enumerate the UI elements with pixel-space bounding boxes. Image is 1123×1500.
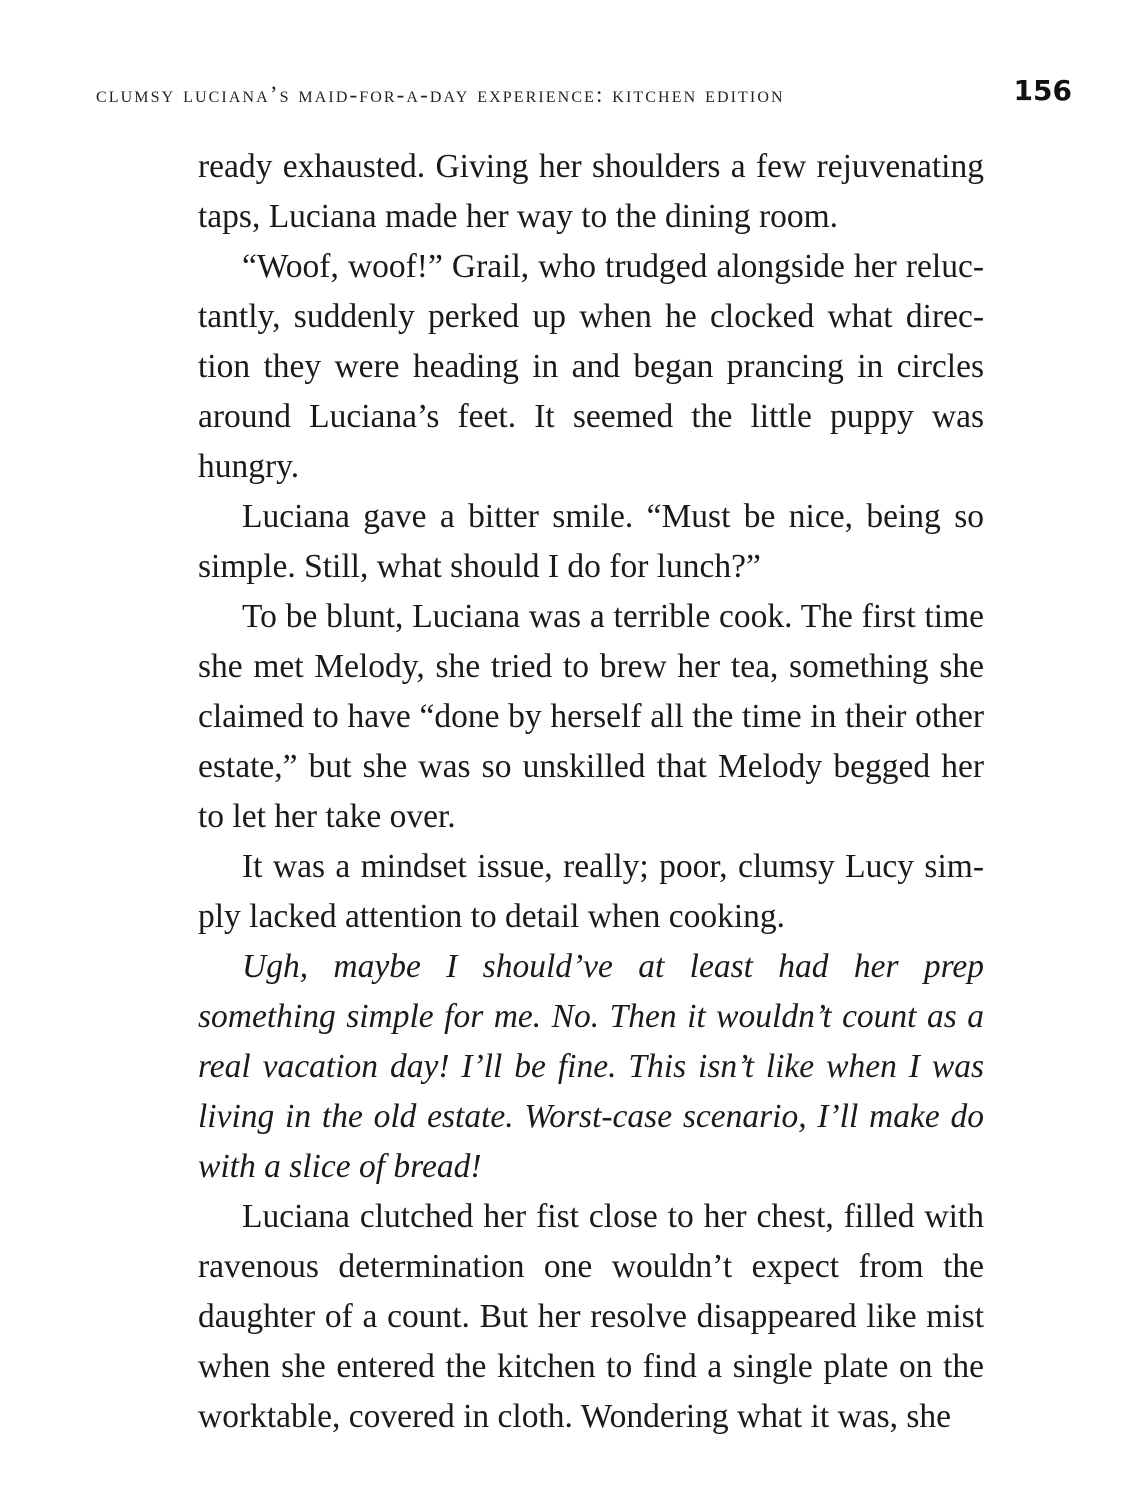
paragraph: Luciana gave a bitter smile. “Must be nice, being so simple. Still, what should I do for lunch?”	[198, 498, 984, 585]
paragraph: To be blunt, Luciana was a terrible cook. The first time she met Melody, she tried to brew her tea, something she claimed to have “done by herself all the time in their other estate,” but she was so unskilled that Melody begged her to let her take over.	[198, 598, 984, 835]
body-text	[198, 142, 984, 1442]
paragraph-inner-thought: Ugh, maybe I should’ve at least had her prep something simple for me. No. Then it wouldn’t count as a real vacation day! I’ll be fine. This isn’t like when I was living in the old estate. Worst-case scenario, I’ll make do with a slice of bread!	[198, 948, 984, 1185]
page-header	[96, 74, 1076, 114]
paragraph: “Woof, woof!” Grail, who trudged alongside her reluctantly, suddenly perked up when he clocked what direction they were heading in and began prancing in circles around Luciana’s feet. It seemed the little puppy was hungry.	[198, 248, 984, 485]
paragraph: It was a mindset issue, really; poor, clumsy Lucy simply lacked attention to detail when cooking.	[198, 848, 984, 935]
paragraph: Luciana clutched her fist close to her chest, filled with ravenous determination one wouldn’t expect from the daughter of a count. But her resolve disappeared like mist when she entered the kitchen to find a single plate on the worktable, covered in cloth. Wondering what it was, she	[198, 1198, 984, 1435]
paragraph: ready exhausted. Giving her shoulders a few rejuvenating taps, Luciana made her way to the dining room.	[198, 148, 984, 235]
page-number: 156	[1013, 74, 1072, 107]
running-title: clumsy luciana’s maid-for-a-day experience: kitchen edition	[96, 82, 785, 107]
